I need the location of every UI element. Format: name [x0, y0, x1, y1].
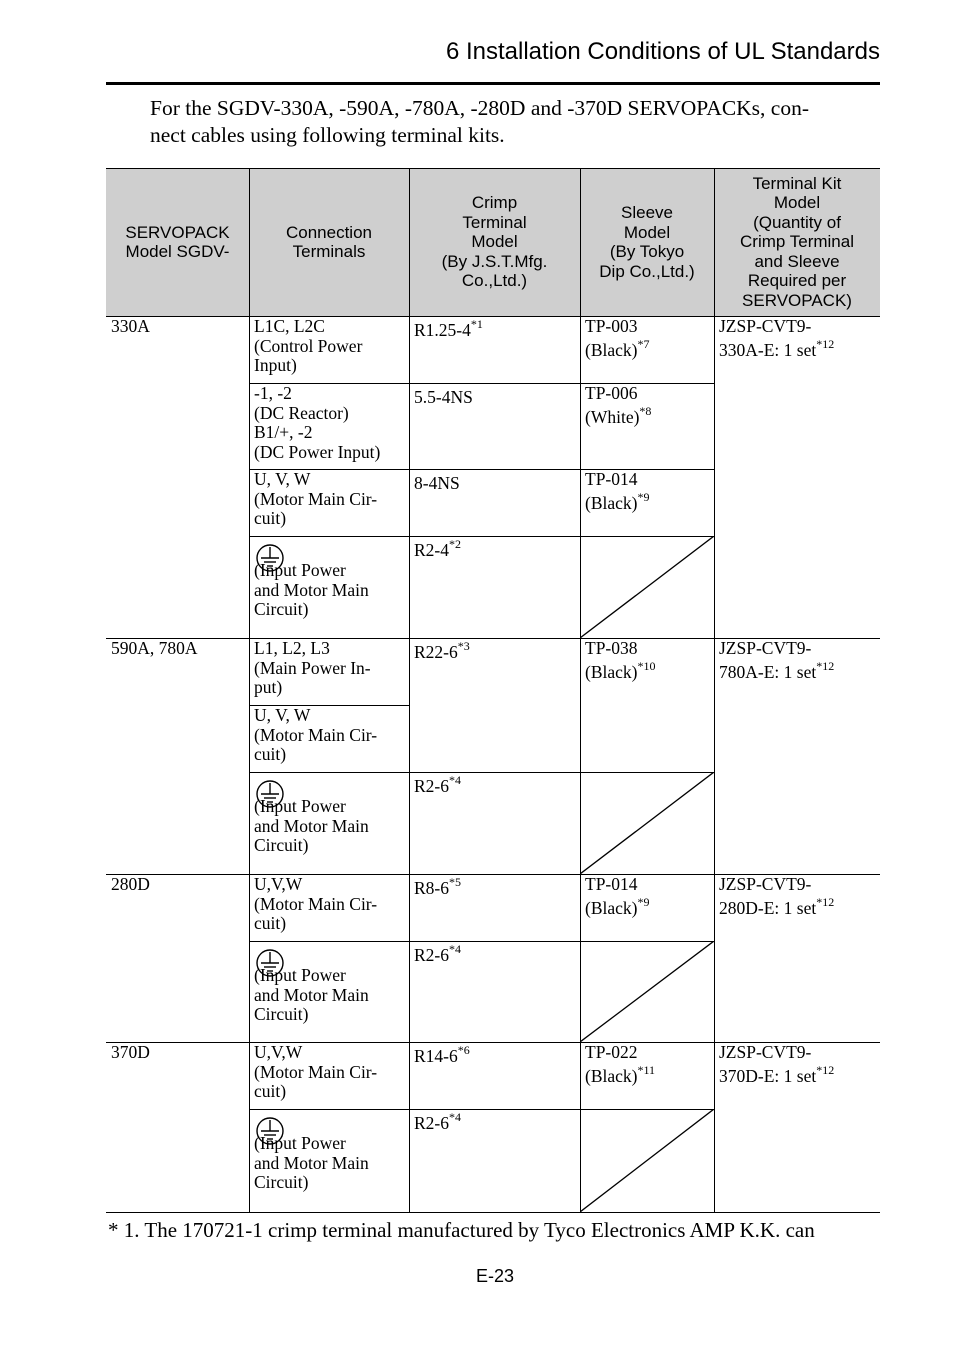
cell-line	[585, 894, 709, 919]
servopack-model	[106, 874, 249, 1042]
table-rule	[249, 383, 714, 384]
cell-text: R1.25-4	[414, 320, 471, 340]
table-rule	[249, 168, 250, 1212]
terminal-kit-model	[714, 874, 880, 1042]
cell-text: R8-6	[414, 878, 449, 898]
cell-text: 590A, 780A	[111, 638, 198, 658]
cell-line	[111, 875, 244, 895]
table-rule	[249, 469, 714, 470]
cell-line	[585, 639, 709, 659]
table-rule	[249, 1109, 714, 1110]
cell-text: TP-003	[585, 316, 638, 336]
cell-line	[254, 726, 404, 746]
intro-paragraph	[150, 95, 882, 149]
connection-terminals	[249, 941, 409, 1042]
footnote-ref: *5	[449, 875, 461, 890]
table-rule	[249, 772, 714, 773]
connection-terminals	[249, 383, 409, 469]
cell-line	[254, 356, 404, 376]
connection-terminals	[249, 1109, 409, 1212]
cell-line: (Input Power	[254, 560, 346, 580]
cell-text: (Black)	[585, 492, 638, 513]
cell-line	[719, 658, 875, 683]
footnote-ref: *9	[637, 489, 650, 504]
header-text	[442, 193, 548, 291]
cell-text: TP-014	[585, 469, 638, 489]
page-number: E-23	[475, 1266, 515, 1286]
footnote-ref: *12	[816, 1062, 835, 1077]
empty-cell-diagonal	[580, 536, 714, 638]
header-kit	[714, 168, 880, 316]
cell-line	[719, 317, 875, 337]
table-rule	[106, 168, 880, 169]
cell-text: TP-022	[585, 1042, 638, 1062]
cell-text: (Motor Main Cir-	[254, 1061, 378, 1082]
cell-line	[414, 773, 575, 797]
crimp-terminal-model	[409, 383, 580, 469]
cell-line	[719, 875, 875, 895]
cell-line	[585, 317, 709, 337]
cell-line	[585, 1062, 709, 1087]
cell-line	[414, 474, 575, 494]
connection-terminals	[249, 469, 409, 536]
cell-text: JZSP-CVT9-	[719, 1042, 812, 1062]
cell-line	[585, 489, 709, 514]
cell-text: JZSP-CVT9-	[719, 874, 812, 894]
header-line: Connection	[285, 222, 372, 242]
cell-line	[111, 639, 244, 659]
cell-text: U,V,W	[254, 874, 303, 894]
header-line: Required per	[747, 271, 847, 291]
cell-line: (Input Power	[254, 796, 346, 816]
footnote-ref: *11	[637, 1062, 656, 1077]
footnote-ref: *3	[457, 639, 470, 654]
cell-text: (Black)	[585, 661, 638, 682]
cell-text: (DC Power Input)	[254, 441, 381, 462]
header-line: SERVOPACK)	[742, 290, 852, 310]
cell-text: cuit)	[254, 913, 287, 933]
cell-text: (DC Reactor)	[254, 402, 349, 423]
crimp-terminal-model	[409, 469, 580, 536]
cell-text: (White)	[585, 406, 640, 427]
connection-terminals	[249, 772, 409, 874]
cell-line	[585, 470, 709, 490]
table-rule	[106, 1212, 880, 1213]
cell-text: L1, L2, L3	[254, 638, 330, 658]
cell-line	[254, 639, 404, 659]
cell-text: Input)	[254, 355, 297, 375]
header-line: Model	[773, 193, 821, 213]
footnote-ref: *10	[637, 658, 656, 673]
cell-text: 330A-E: 1 set	[719, 339, 817, 360]
cell-line	[254, 337, 404, 357]
cell-line: Circuit)	[254, 599, 309, 619]
servopack-model	[106, 1042, 249, 1212]
footnote-ref: *4	[449, 1110, 461, 1125]
cell-line	[414, 1043, 575, 1067]
cell-line	[254, 470, 404, 490]
header-line: Crimp	[471, 193, 518, 213]
cell-text: 8-4NS	[414, 473, 460, 493]
connection-terminals	[249, 1042, 409, 1109]
cell-text: (Black)	[585, 339, 638, 360]
cell-text: U, V, W	[254, 469, 311, 489]
header-line: Sleeve	[621, 203, 673, 222]
cell-text: JZSP-CVT9-	[719, 638, 812, 658]
cell-text: (Black)	[585, 1065, 638, 1086]
header-sleeve	[580, 168, 714, 316]
sleeve-model	[580, 469, 714, 536]
cell-line	[414, 388, 575, 408]
cell-line: (Input Power	[254, 965, 346, 985]
cell-line	[254, 1082, 404, 1102]
terminal-kit-table	[106, 168, 880, 1212]
crimp-terminal-model	[409, 1042, 580, 1109]
cell-line	[585, 875, 709, 895]
cell-line	[254, 659, 404, 679]
connection-terminals	[249, 705, 409, 772]
table-rule	[580, 168, 581, 1212]
cell-line	[585, 1043, 709, 1063]
cell-line: and Motor Main	[254, 579, 369, 600]
cell-line	[414, 875, 575, 899]
table-rule	[249, 536, 714, 537]
cell-text: TP-014	[585, 874, 638, 894]
footnote-ref: *7	[637, 336, 650, 351]
cell-line	[111, 317, 244, 337]
cell-line: and Motor Main	[254, 1152, 369, 1173]
header-crimp	[409, 168, 580, 316]
cell-text: cuit)	[254, 744, 287, 764]
header-line: (Quantity of	[753, 212, 841, 232]
crimp-terminal-model	[409, 638, 580, 772]
connection-terminals	[249, 316, 409, 383]
header-text	[286, 223, 372, 262]
table-rule	[409, 168, 410, 1212]
terminal-kit-model	[714, 316, 880, 638]
cell-line	[254, 384, 404, 404]
section-title: 6 Installation Conditions of UL Standards	[445, 38, 880, 65]
connection-terminals	[249, 874, 409, 941]
table-rule	[714, 168, 715, 1212]
header-line: Crimp Terminal	[740, 232, 854, 252]
cell-text: 370D-E: 1 set	[719, 1065, 817, 1086]
header-line: Model	[623, 222, 671, 242]
footnote-ref: *12	[816, 658, 835, 673]
cell-text: R14-6	[414, 1046, 458, 1066]
header-line: Terminal Kit	[752, 173, 842, 193]
empty-cell-diagonal	[580, 941, 714, 1042]
footnote-ref: *2	[449, 537, 461, 552]
sleeve-model	[580, 1042, 714, 1109]
cell-text: R2-6	[414, 776, 449, 796]
cell-line	[414, 639, 575, 663]
sleeve-model	[580, 638, 714, 772]
cell-line: Circuit)	[254, 835, 309, 855]
cell-line	[719, 894, 875, 919]
cell-line	[414, 1110, 575, 1134]
cell-line	[414, 317, 575, 341]
crimp-terminal-model	[409, 1109, 580, 1212]
header-line: Model	[471, 232, 518, 252]
header-text	[740, 174, 854, 311]
cell-text: U,V,W	[254, 1042, 303, 1062]
cell-text: put)	[254, 677, 283, 697]
crimp-terminal-model	[409, 772, 580, 874]
cell-line	[254, 875, 404, 895]
cell-line	[719, 1062, 875, 1087]
footnote-ref: *6	[457, 1043, 470, 1058]
cell-text: TP-006	[585, 383, 638, 403]
cell-line	[719, 336, 875, 361]
cell-line: and Motor Main	[254, 984, 369, 1005]
cell-line	[585, 658, 709, 683]
cell-text: 370D	[111, 1042, 150, 1062]
header-terminals	[249, 168, 409, 316]
cell-text: -1, -2	[254, 383, 292, 403]
footnote-ref: *1	[470, 317, 483, 332]
table-rule	[249, 705, 409, 706]
cell-text: JZSP-CVT9-	[719, 316, 812, 336]
header-text	[599, 203, 694, 281]
cell-line	[254, 443, 404, 463]
header-line: (By Tokyo	[609, 242, 685, 261]
sleeve-model	[580, 874, 714, 941]
cell-line	[111, 1043, 244, 1063]
cell-line: (Input Power	[254, 1133, 346, 1153]
connection-terminals	[249, 638, 409, 705]
cell-text: 280D-E: 1 set	[719, 897, 817, 918]
crimp-terminal-model	[409, 536, 580, 638]
page-header	[106, 38, 880, 85]
cell-line	[414, 942, 575, 966]
cell-line: Circuit)	[254, 1004, 309, 1024]
cell-text: cuit)	[254, 508, 287, 528]
cell-line	[254, 1063, 404, 1083]
cell-text: TP-038	[585, 638, 638, 658]
sleeve-model	[580, 316, 714, 383]
footnote-ref: *4	[449, 942, 461, 957]
cell-line	[254, 706, 404, 726]
cell-text: U, V, W	[254, 705, 311, 725]
empty-cell-diagonal	[580, 772, 714, 874]
crimp-terminal-model	[409, 874, 580, 941]
cell-text: B1/+, -2	[254, 422, 313, 442]
cell-text: R2-6	[414, 1113, 449, 1133]
cell-text: 5.5-4NS	[414, 387, 473, 407]
intro-line: For the SGDV-330A, -590A, -780A, -280D and -370D SERVOPACKs, con-	[150, 96, 810, 120]
cell-text: 330A	[111, 316, 150, 336]
cell-text: (Control Power	[254, 335, 363, 356]
terminal-kit-model	[714, 1042, 880, 1212]
cell-line	[254, 745, 404, 765]
cell-text: cuit)	[254, 1081, 287, 1101]
header-line: SERVOPACK	[125, 222, 230, 242]
header-model	[106, 168, 249, 316]
cell-line	[585, 403, 709, 428]
sleeve-model	[580, 383, 714, 469]
cell-text: (Motor Main Cir-	[254, 724, 378, 745]
crimp-terminal-model	[409, 316, 580, 383]
connection-terminals	[249, 536, 409, 638]
cell-text: R2-6	[414, 945, 449, 965]
footnote-ref: *12	[816, 894, 835, 909]
cell-line	[254, 509, 404, 529]
cell-text: 280D	[111, 874, 150, 894]
cell-line	[719, 1043, 875, 1063]
footnote-ref: *12	[816, 336, 835, 351]
empty-cell-diagonal	[580, 1109, 714, 1212]
cell-text: L1C, L2C	[254, 316, 325, 336]
cell-text: (Motor Main Cir-	[254, 893, 378, 914]
cell-line	[585, 384, 709, 404]
footnote-ref: *8	[639, 403, 652, 418]
cell-text: R22-6	[414, 642, 458, 662]
cell-line	[254, 1043, 404, 1063]
cell-text: (Black)	[585, 897, 638, 918]
cell-line	[254, 895, 404, 915]
cell-text: R2-4	[414, 540, 449, 560]
header-line: Terminals	[292, 242, 366, 261]
cell-text: 780A-E: 1 set	[719, 661, 817, 682]
header-line: (By J.S.T.Mfg.	[441, 251, 548, 271]
cell-text: (Main Power In-	[254, 657, 371, 678]
cell-line	[254, 914, 404, 934]
cell-line	[719, 639, 875, 659]
footnote-ref: *9	[637, 894, 650, 909]
cell-line: Circuit)	[254, 1172, 309, 1192]
header-line: Model SGDV-	[125, 242, 230, 261]
cell-line	[254, 317, 404, 337]
footnote: * 1. The 170721-1 crimp terminal manufactured by Tyco Electronics AMP K.K. can	[108, 1218, 815, 1242]
header-line: Co.,Ltd.)	[461, 271, 528, 291]
table-rule	[106, 316, 880, 317]
cell-line: and Motor Main	[254, 815, 369, 836]
servopack-model	[106, 638, 249, 874]
header-text	[125, 223, 229, 262]
cell-line	[585, 336, 709, 361]
cell-line	[254, 678, 404, 698]
crimp-terminal-model	[409, 941, 580, 1042]
cell-text: (Motor Main Cir-	[254, 488, 378, 509]
footnote-ref: *4	[449, 773, 461, 788]
header-line: Dip Co.,Ltd.)	[599, 261, 695, 281]
intro-line: nect cables using following terminal kits.	[150, 123, 505, 147]
cell-line	[414, 537, 575, 561]
servopack-model	[106, 316, 249, 638]
cell-line	[254, 490, 404, 510]
cell-line	[254, 404, 404, 424]
terminal-kit-model	[714, 638, 880, 874]
cell-line	[254, 423, 404, 443]
table-rule	[249, 941, 714, 942]
header-line: Terminal	[462, 212, 527, 232]
header-line: and Sleeve	[754, 251, 840, 271]
